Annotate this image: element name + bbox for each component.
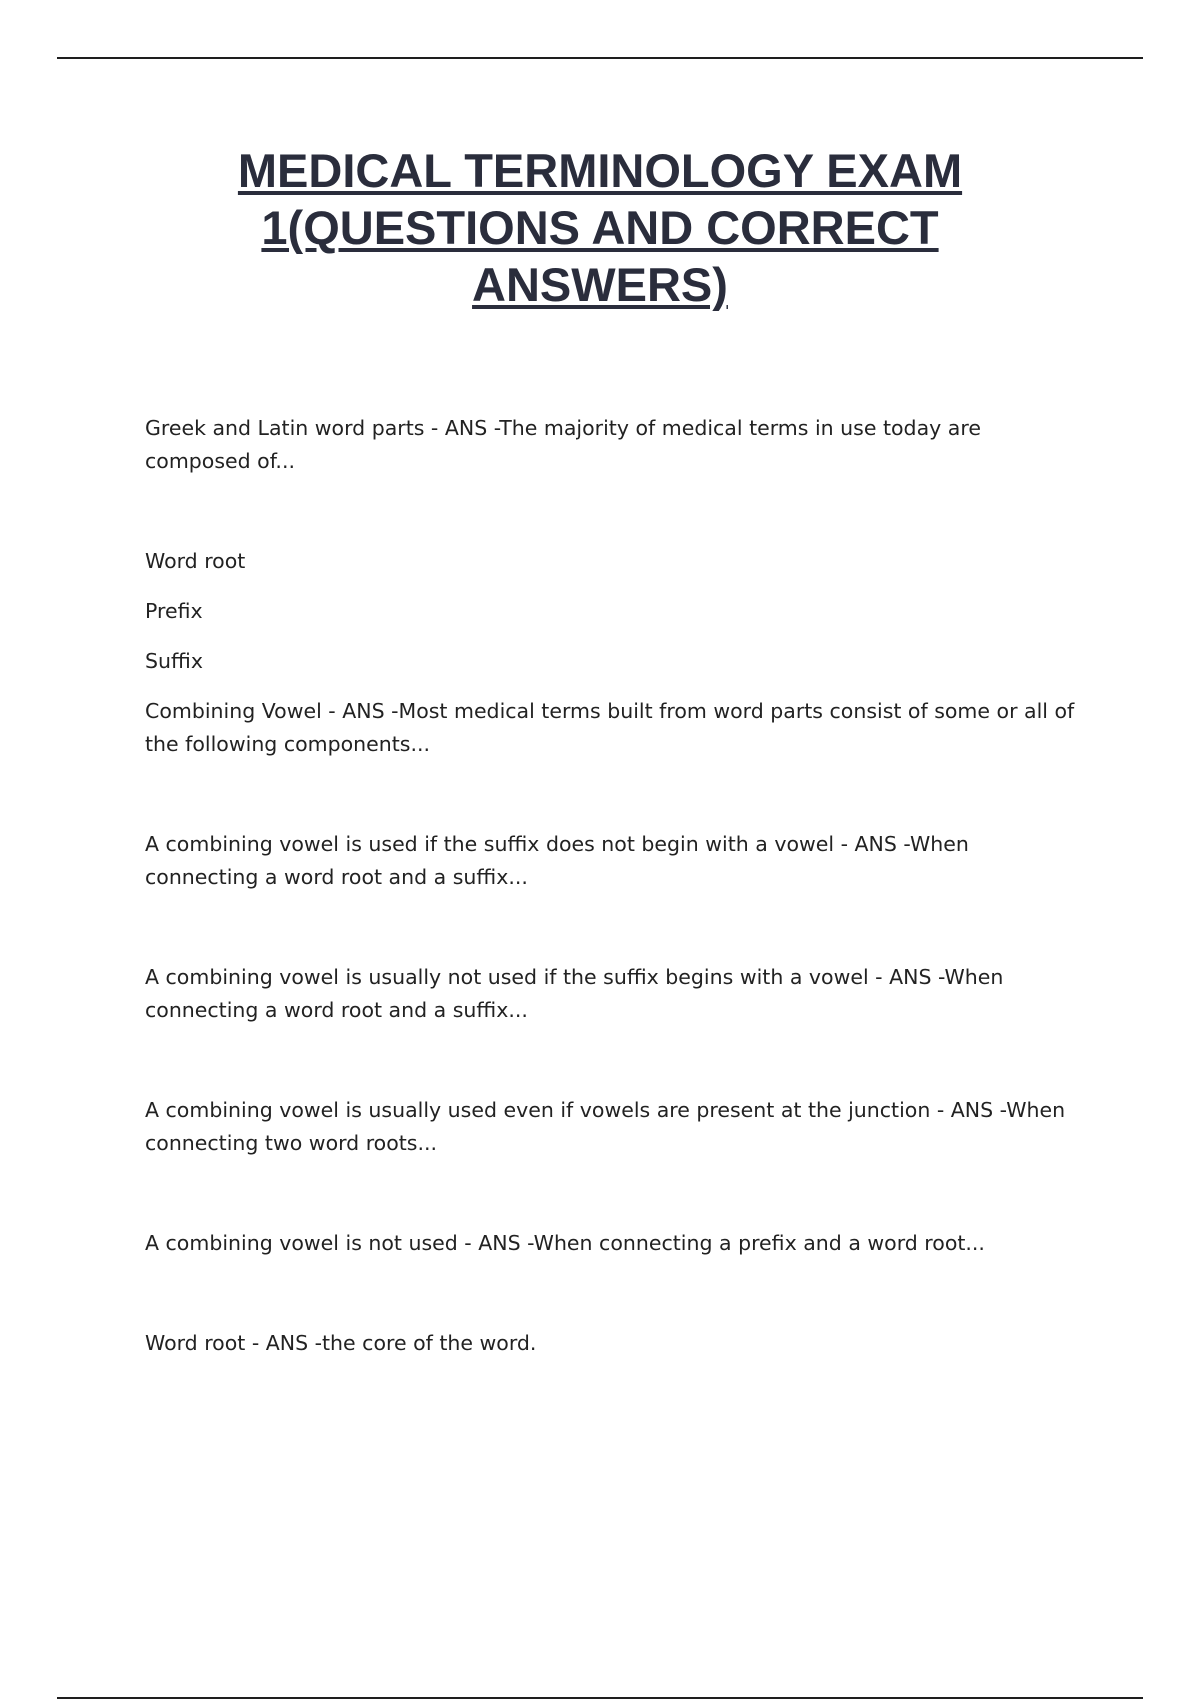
document-body — [145, 412, 1085, 1360]
title-line-2: 1(QUESTIONS AND CORRECT — [261, 201, 939, 254]
top-rule — [57, 57, 1143, 59]
title-line-1: MEDICAL TERMINOLOGY EXAM — [237, 144, 963, 197]
page-title — [100, 142, 1100, 313]
qa-paragraph: Word root - ANS -the core of the word. — [145, 1331, 537, 1355]
list-item: Suffix — [145, 649, 203, 673]
qa-paragraph: A combining vowel is usually not used if the suffix begins with a vowel - ANS -When connecting a word root and a suffix... — [145, 965, 1004, 1022]
qa-paragraph: Combining Vowel - ANS -Most medical terms built from word parts consist of some or all of the following components... — [145, 699, 1075, 756]
title-line-3: ANSWERS) — [472, 258, 728, 311]
list-item: Word root — [145, 549, 246, 573]
qa-paragraph: A combining vowel is not used - ANS -When connecting a prefix and a word root... — [145, 1231, 985, 1255]
qa-paragraph: A combining vowel is used if the suffix does not begin with a vowel - ANS -When connecting a word root and a suffix... — [145, 832, 969, 889]
qa-paragraph: Greek and Latin word parts - ANS -The majority of medical terms in use today are composed of... — [145, 416, 981, 473]
list-item: Prefix — [145, 599, 203, 623]
qa-paragraph: A combining vowel is usually used even if vowels are present at the junction - ANS -When connecting two word roots... — [145, 1098, 1066, 1155]
bottom-rule — [57, 1697, 1143, 1699]
